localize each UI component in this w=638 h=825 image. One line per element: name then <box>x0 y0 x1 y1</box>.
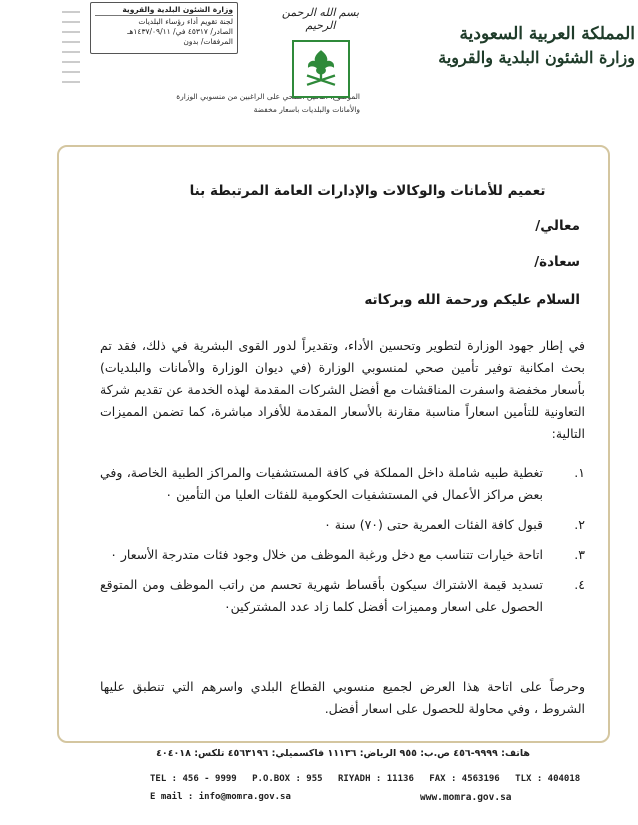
basmala: بسم الله الرحمن الرحيم <box>281 6 360 32</box>
stamp-line-2: لجنة تقويم أداء رؤساء البلديات <box>138 17 233 26</box>
closing-paragraph: وحرصاً على اتاحة هذا العرض لجميع منسوبي القطاع البلدي واسرهم التي تنطبق عليها الشروط ، وفي محاولة للحصول على اسعار أفضل. <box>100 679 585 716</box>
footer-arabic-contact: هاتف: ٩٩٩٩-٤٥٦ ص.ب: ٩٥٥ الرياض: ١١١٣٦ فاكسميلي: ٤٥٦٣١٩٦ تلكس: ٤٠٤٠١٨ <box>156 748 530 759</box>
list-item-text: تغطية طبيه شاملة داخل المملكة في كافة المستشفيات والمراكز الطبية الخاصة، وفي بعض مراكز الأعمال في المستشفيات الحكومية للفئات العليا من التأمين ٠ <box>100 465 543 502</box>
list-item-text: تسديد قيمة الاشتراك سيكون بأقساط شهرية تحسم من راتب الموظف ومن المتوقع الحصول على اسعار ومميزات أفضل كلما زاد عدد المشتركين٠ <box>100 577 543 614</box>
footer-english-contact <box>150 774 581 784</box>
list-item-number: ١. <box>574 465 585 480</box>
footer-pobox: P.O.BOX : 955 <box>252 774 323 784</box>
greeting: السلام عليكم ورحمة الله وبركاته <box>364 292 580 308</box>
saudi-emblem-icon <box>292 40 350 98</box>
list-item <box>100 544 585 566</box>
list-item <box>100 574 585 618</box>
binding-marks <box>60 6 82 86</box>
list-item-text: قبول كافة الفئات العمرية حتى (٧٠) سنة ٠ <box>324 517 543 532</box>
footer-fax: FAX : 4563196 <box>429 774 500 784</box>
subject-line-2: والأمانات والبلديات باسعار مخفضة <box>253 105 360 114</box>
stamp-line-4: المرفقات/ بدون <box>183 37 233 46</box>
ministry-header <box>395 22 635 70</box>
intro-paragraph: في إطار جهود الوزارة لتطوير وتحسين الأداء، وتقديراً لدور القوى البشرية في ذلك، فقد تم بحث امكانية توفير تأمين صحي لمنسوبي الوزارة (في ديوان الوزارة والأمانات والبلديات) بأسعار مخفضة واسفرت المناقشات مع أفضل الشركات المقدمة لهذه الخدمة عن تقديم شركة التعاونية للتأمين اسعاراً مناسبة مقارنة بالأسعار المقدمة للأفراد مباشرة، كما تضمن المميزات التالية: <box>100 338 585 441</box>
footer-website[interactable]: www.momra.gov.sa <box>420 792 512 803</box>
features-list <box>100 462 585 626</box>
letter-title: تعميم للأمانات والوكالات والإدارات العامة المرتبطة بنا <box>189 183 546 199</box>
stamp-line-3: الصادر/ ٤٥٣١٧ في/ ١٤٣٧/٠٩/١١هـ <box>127 27 233 36</box>
list-item-number: ٤. <box>574 577 585 592</box>
list-item-number: ٢. <box>574 517 585 532</box>
addressee-excellency: معالي/ <box>535 218 580 234</box>
addressee-eminence: سعادة/ <box>534 254 580 270</box>
footer-tlx: TLX : 404018 <box>515 774 581 784</box>
list-item-number: ٣. <box>574 547 585 562</box>
ministry-name: وزارة الشئون البلدية والقروية <box>438 48 635 67</box>
list-item <box>100 462 585 506</box>
incoming-stamp <box>90 2 238 54</box>
footer-tel: TEL : 456 - 9999 <box>150 774 237 784</box>
footer-riyadh: RIYADH : 11136 <box>338 774 414 784</box>
kingdom-name: المملكة العربية السعودية <box>459 24 635 44</box>
subject-line-1: الموضوع: التامين الصحي على الراغبين من منسوبي الوزارة <box>176 92 360 101</box>
footer-email[interactable]: E mail : info@momra.gov.sa <box>150 792 291 802</box>
list-item-text: اتاحة خيارات تتناسب مع دخل ورغبة الموظف من خلال وجود فئات متدرجة الأسعار ٠ <box>110 547 543 562</box>
list-item <box>100 514 585 536</box>
stamp-line-1: وزارة الشئون البلدية والقروية <box>95 5 233 16</box>
